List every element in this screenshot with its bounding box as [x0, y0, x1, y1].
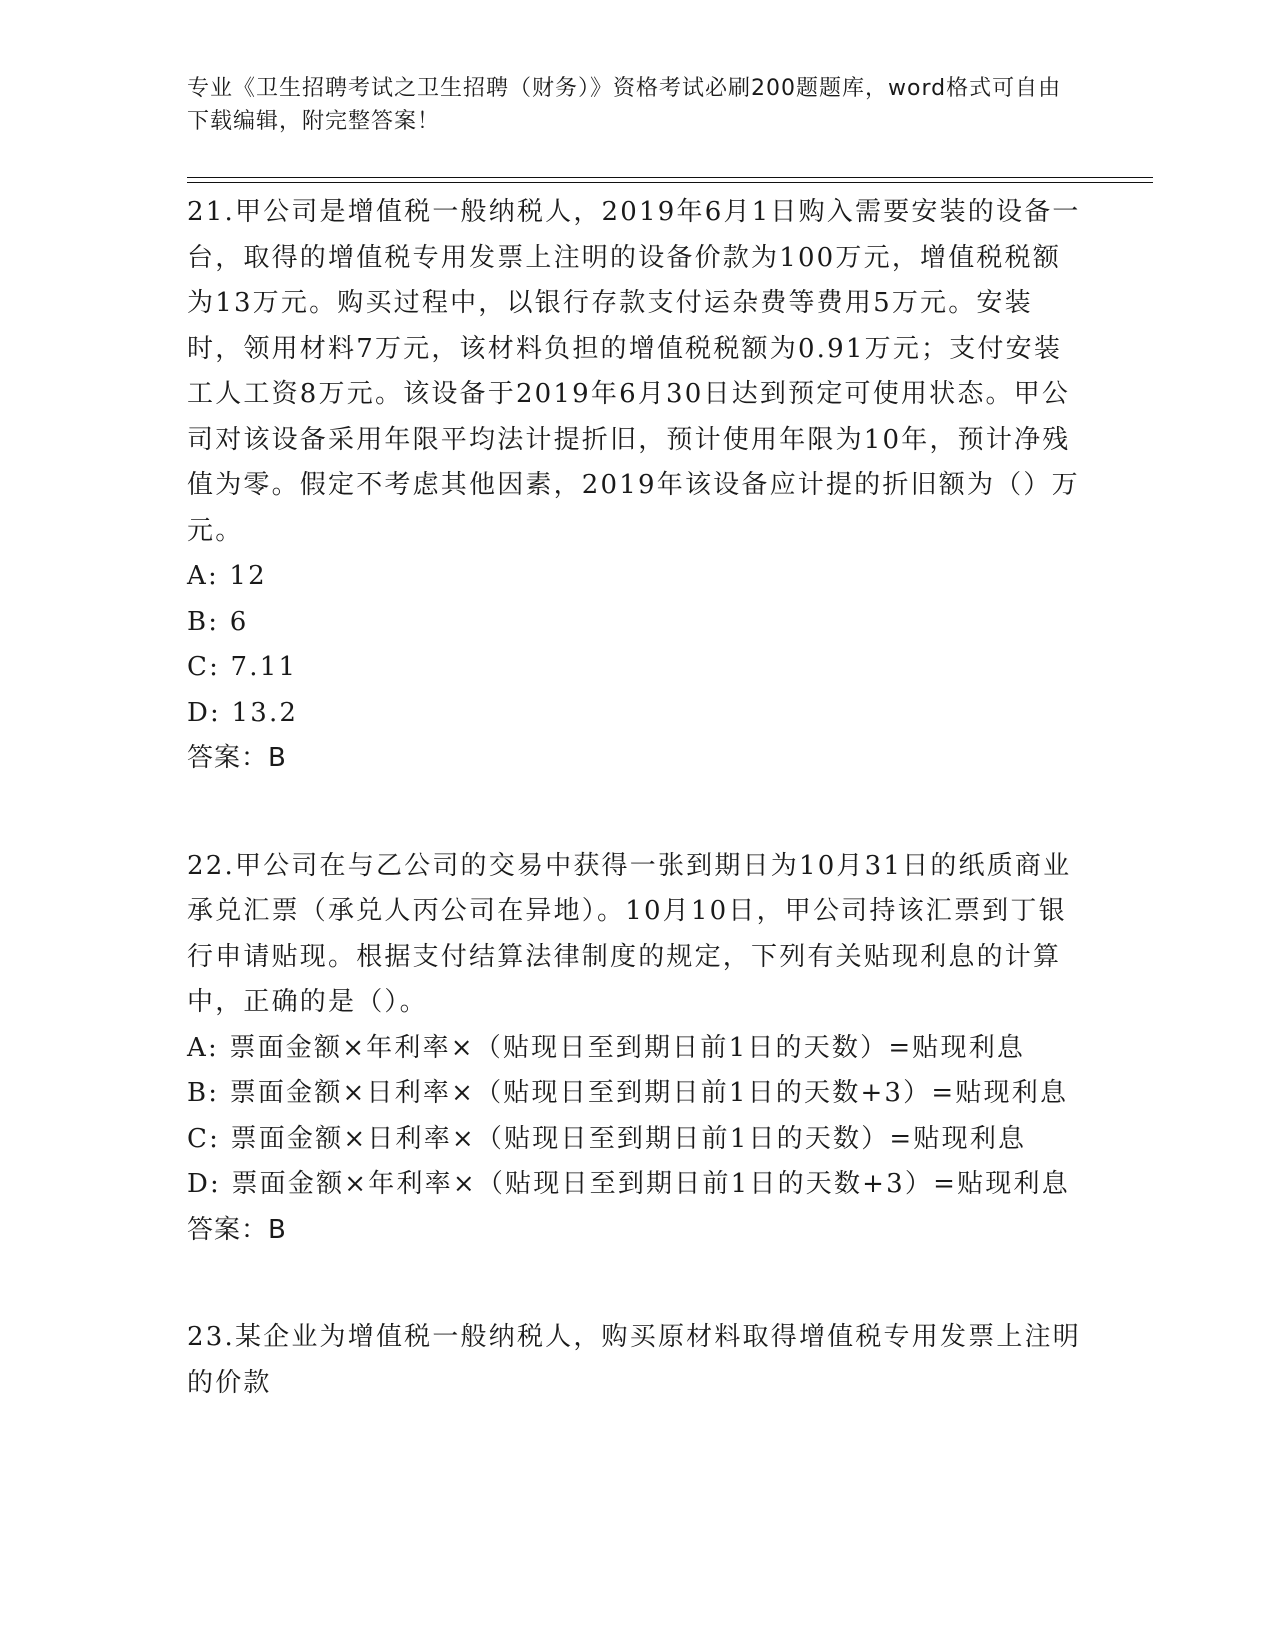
- question-23: [187, 1315, 1087, 1406]
- page-header: 专业《卫生招聘考试之卫生招聘（财务）》资格考试必刷200题题库，word格式可自由下载编辑，附完整答案！: [187, 76, 1062, 134]
- answer: 答案：B: [187, 743, 287, 773]
- question-stem: 23.某企业为增值税一般纳税人，购买原材料取得增值税专用发票上注明的价款: [187, 1322, 1081, 1398]
- answer: 答案：B: [187, 1214, 287, 1245]
- option-d: D: 票面金额×年利率×（贴现日至到期日前1日的天数+3）=贴现利息: [187, 1169, 1070, 1199]
- header-divider-top: [187, 177, 1153, 178]
- option-a: A: 12: [187, 561, 267, 591]
- question-22: [187, 844, 1087, 1254]
- option-c: C: 票面金额×日利率×（贴现日至到期日前1日的天数）=贴现利息: [187, 1123, 1027, 1154]
- header-divider-bottom: [187, 182, 1153, 183]
- option-c: C: 7.11: [187, 652, 298, 682]
- option-b: B: 6: [187, 606, 249, 637]
- option-d: D: 13.2: [187, 697, 299, 728]
- option-b: B: 票面金额×日利率×（贴现日至到期日前1日的天数+3）=贴现利息: [187, 1078, 1069, 1108]
- question-stem: 21.甲公司是增值税一般纳税人，2019年6月1日购入需要安装的设备一台，取得的增值税专用发票上注明的设备价款为100万元，增值税税额为13万元。购买过程中，以银行存款支付运杂费等费用5万元。安装时，领用材料7万元，该材料负担的增值税税额为0.91万元；支付安装工人工资8万元。该设备于2019年6月30日达到预定可使用状态。甲公司对该设备采用年限平均法计提折旧，预计使用年限为10年，预计净残值为零。假定不考虑其他因素，2019年该设备应计提的折旧额为（）万元。: [187, 197, 1081, 546]
- question-21: [187, 190, 1087, 782]
- question-list: [187, 190, 1087, 1406]
- option-a: A: 票面金额×年利率×（贴现日至到期日前1日的天数）=贴现利息: [187, 1032, 1026, 1063]
- question-stem: 22.甲公司在与乙公司的交易中获得一张到期日为10月31日的纸质商业承兑汇票（承兑人丙公司在异地）。10月10日，甲公司持该汇票到丁银行申请贴现。根据支付结算法律制度的规定，下列有关贴现利息的计算中，正确的是（）。: [187, 850, 1072, 1017]
